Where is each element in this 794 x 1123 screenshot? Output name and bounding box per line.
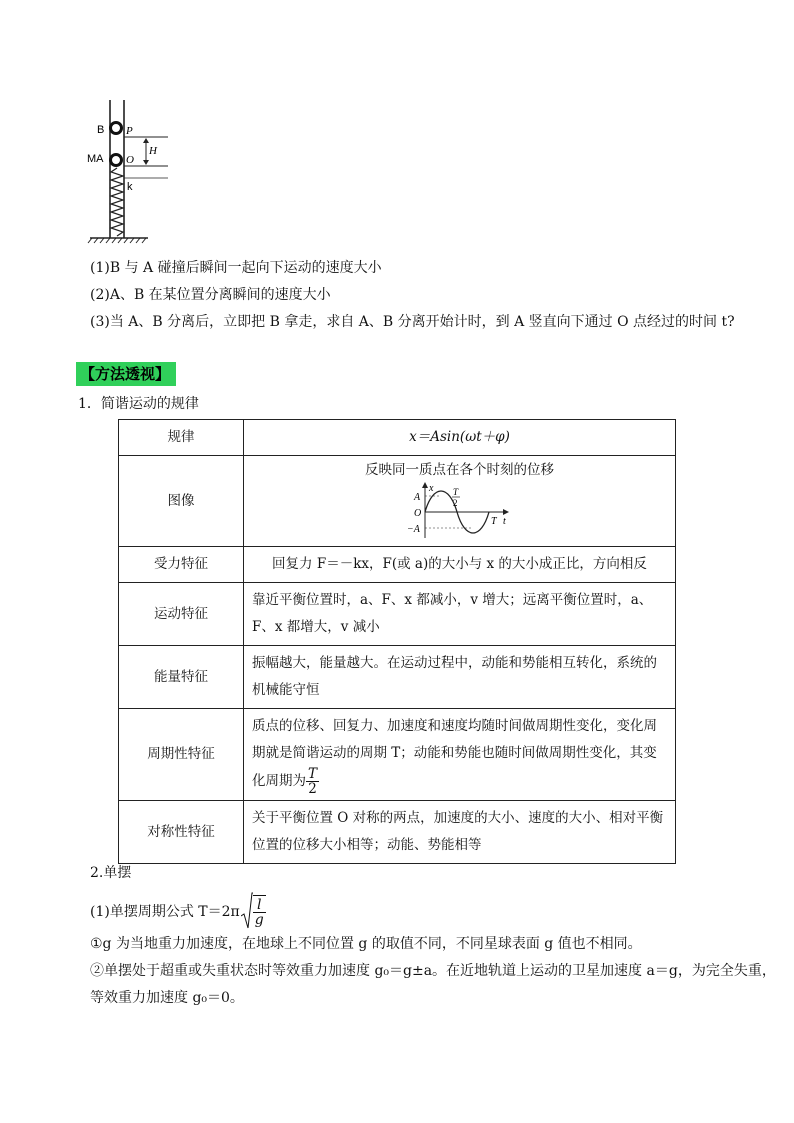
table-row-value: 质点的位移、回复力、加速度和速度均随时间做周期性变化，变化周期就是简谐运动的周期 T；动能和势能也随时间做周期性变化，其变化周期为	[252, 718, 657, 789]
graph-T-label: T	[490, 516, 497, 527]
graph-t-label: t	[502, 516, 506, 527]
table-row-value: 反映同一质点在各个时刻的位移	[365, 462, 554, 478]
table-row-symmetry	[119, 801, 676, 864]
rules-table	[118, 419, 676, 864]
table-header-row	[119, 420, 676, 456]
graph-T2-den: 2	[452, 498, 457, 508]
graph-A-label: A	[413, 492, 420, 503]
table-row-energy	[119, 646, 676, 709]
sqrt-sign-icon	[241, 892, 253, 930]
label-P: P	[126, 125, 133, 137]
graph-O-label: O	[413, 508, 421, 519]
sine-graph	[405, 482, 515, 540]
question-1: (1)B 与 A 碰撞后瞬间一起向下运动的速度大小	[90, 260, 382, 276]
table-row-value: 关于平衡位置 O 对称的两点，加速度的大小、速度的大小、相对平衡位置的位移大小相等；动能、势能相等	[244, 801, 676, 864]
table-row-key: 受力特征	[119, 547, 244, 583]
section1-title: 1．简谐运动的规律	[78, 396, 199, 412]
table-row-value: 振幅越大，能量越大。在运动过程中，动能和势能相互转化，系统的机械能守恒	[244, 646, 676, 709]
table-row-value: 回复力 F＝－kx，F(或 a)的大小与 x 的大小成正比，方向相反	[244, 547, 676, 583]
label-O: O	[126, 154, 134, 166]
graph-T2-num: T	[452, 487, 458, 497]
note-1: ①g 为当地重力加速度，在地球上不同位置 g 的取值不同，不同星球表面 g 值也不相同。	[90, 936, 642, 952]
table-row-value: 靠近平衡位置时，a、F、x 都减小，v 增大；远离平衡位置时，a、F、x 都增大，v 减小	[244, 583, 676, 646]
question-2: (2)A、B 在某位置分离瞬间的速度大小	[90, 287, 331, 303]
sqrt-fraction	[253, 895, 266, 927]
period-fraction	[306, 767, 319, 796]
question-3: (3)当 A、B 分离后，立即把 B 拿走，求自 A、B 分离开始计时，到 A 竖直向下通过 O 点经过的时间 t?	[90, 314, 735, 330]
label-H: H	[149, 145, 157, 157]
table-row-graph	[119, 456, 676, 547]
graph-negA-label: −A	[406, 524, 420, 535]
fraction-numerator: T	[308, 766, 318, 782]
label-k: k	[127, 181, 133, 193]
table-header-value: x＝Asin(ωt＋φ)	[244, 420, 676, 456]
fraction-denominator: 2	[308, 781, 317, 797]
fraction-numerator: l	[253, 898, 266, 913]
spring-figure	[84, 98, 174, 246]
section2-title: 2.单摆	[90, 865, 132, 881]
pendulum-formula-prefix: (1)单摆周期公式 T＝2π	[90, 904, 240, 920]
table-row-force	[119, 547, 676, 583]
table-row-period	[119, 709, 676, 801]
table-row-key: 运动特征	[119, 583, 244, 646]
pendulum-formula	[90, 892, 266, 930]
label-MA: MA	[87, 153, 104, 165]
sqrt-expression	[241, 892, 266, 930]
table-row-key: 能量特征	[119, 646, 244, 709]
table-row-key: 对称性特征	[119, 801, 244, 864]
note-2-line-2: 等效重力加速度 g₀＝0。	[90, 990, 244, 1006]
label-B: B	[97, 124, 105, 136]
table-row-motion	[119, 583, 676, 646]
note-2-line-1: ②单摆处于超重或失重状态时等效重力加速度 g₀＝g±a。在近地轨道上运动的卫星加速度 a＝g，为完全失重，	[90, 963, 776, 979]
table-row-key: 周期性特征	[119, 709, 244, 801]
graph-x-label: x	[428, 483, 433, 494]
table-header-key: 规律	[119, 420, 244, 456]
table-row-key: 图像	[119, 456, 244, 547]
fraction-denominator: g	[254, 912, 264, 928]
section-tag: 【方法透视】	[76, 362, 176, 386]
